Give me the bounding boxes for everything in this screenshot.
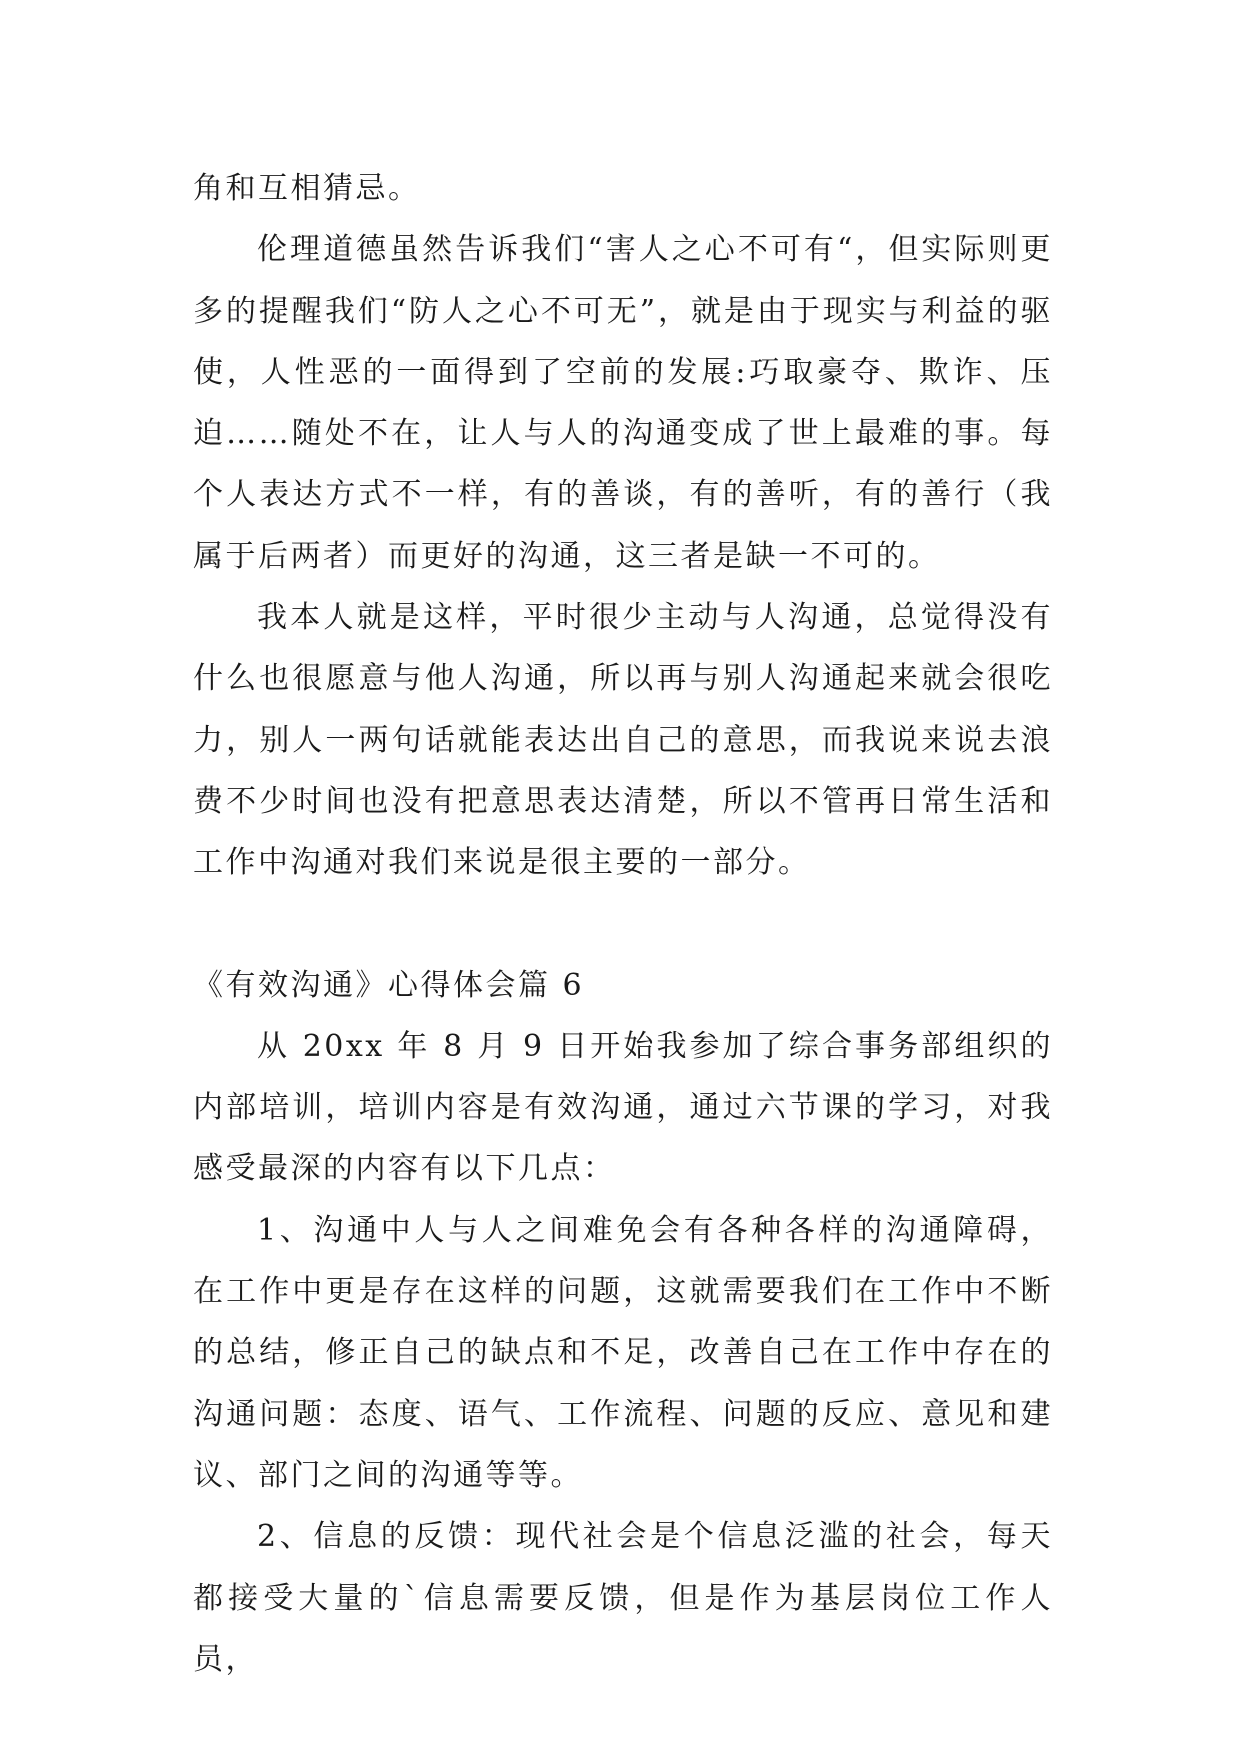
paragraph: 我本人就是这样，平时很少主动与人沟通，总觉得没有什么也很愿意与他人沟通，所以再与别人沟通起来就会很吃力，别人一两句话就能表达出自己的意思，而我说来说去浪费不少时间也没有把意思表达清楚，所以不管再日常生活和工作中沟通对我们来说是很主要的一部分。 — [193, 600, 1053, 881]
paragraph: 2、信息的反馈：现代社会是个信息泛滥的社会，每天都接受大量的`信息需要反馈，但是作为基层岗位工作人员， — [193, 1519, 1053, 1677]
document-body — [193, 158, 1053, 1690]
paragraph: 伦理道德虽然告诉我们“害人之心不可有“，但实际则更多的提醒我们“防人之心不可无”，就是由于现实与利益的驱使，人性恶的一面得到了空前的发展:巧取豪夺、欺诈、压迫……随处不在，让人与人的沟通变成了世上最难的事。每个人表达方式不一样，有的善谈，有的善听，有的善行（我属于后两者）而更好的沟通，这三者是缺一不可的。 — [193, 232, 1053, 574]
paragraph: 从 20xx 年 8 月 9 日开始我参加了综合事务部组织的内部培训，培训内容是有效沟通，通过六节课的学习，对我感受最深的内容有以下几点： — [193, 1028, 1053, 1187]
paragraph: 1、沟通中人与人之间难免会有各种各样的沟通障碍，在工作中更是存在这样的问题，这就需要我们在工作中不断的总结，修正自己的缺点和不足，改善自己在工作中存在的沟通问题：态度、语气、工作流程、问题的反应、意见和建议、部门之间的沟通等等。 — [193, 1212, 1053, 1493]
section-heading: 《有效沟通》心得体会篇 6 — [193, 967, 585, 1003]
paragraph: 角和互相猜忌。 — [193, 171, 421, 206]
